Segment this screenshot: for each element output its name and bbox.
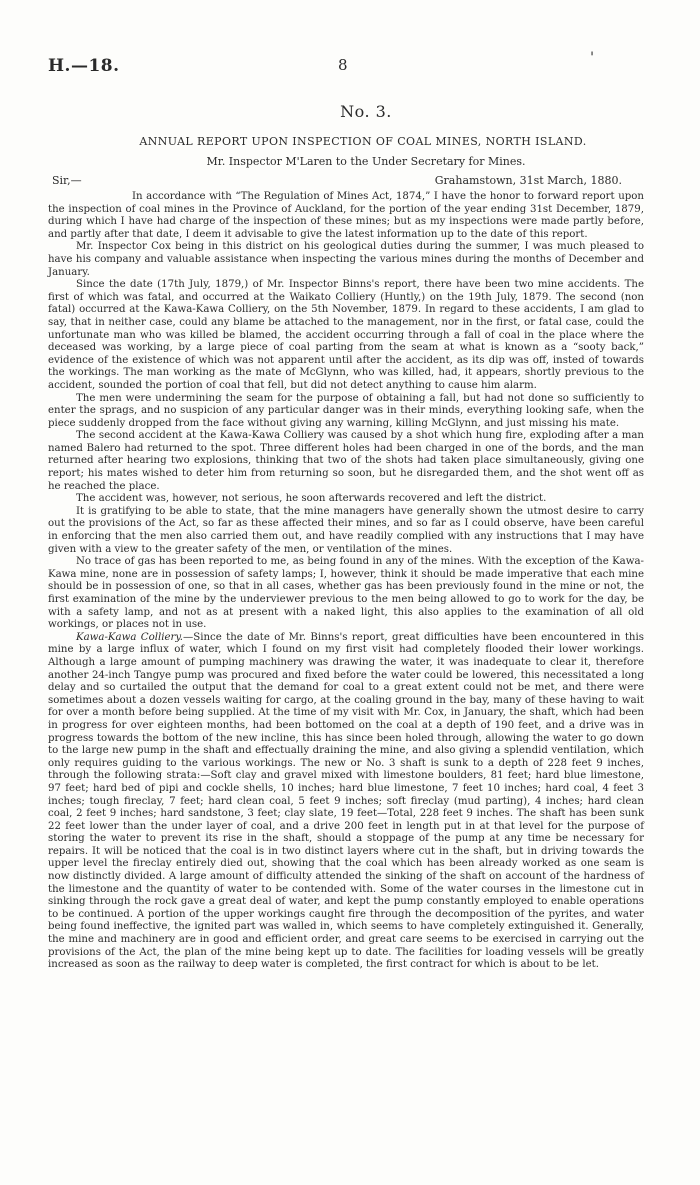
- section-number: No. 3.: [340, 102, 392, 121]
- kawa-kawa-heading: Kawa-Kawa Colliery.: [76, 631, 184, 643]
- report-title: ANNUAL REPORT UPON INSPECTION OF COAL MINES, NORTH ISLAND.: [139, 135, 587, 148]
- paragraph-intro: In accordance with “The Regulation of Mines Act, 1874,” I have the honor to forward report upon the inspection of coal mines in the Province of Auckland, for the portion of the year ending 31st December, 1879, during which I have had charge of the inspection of these mines; but as my inspections were made partly before, and partly after that date, I deem it advisable to give the latest information up to the date of this report.: [48, 191, 644, 240]
- paragraph-inspector-cox: Mr. Inspector Cox being in this district on his geological duties during the summer, I was much pleased to have his company and valuable assistance when inspecting the various mines during the months of December and January.: [48, 241, 644, 278]
- paragraph-accidents: Since the date (17th July, 1879,) of Mr. Inspector Binns's report, there have been two mine accidents. The first of which was fatal, and occurred at the Waikato Colliery (Huntly,) on the 19th July, 1879. The second (non fatal) occurred at the Kawa-Kawa Colliery, on the 5th November, 1879. In regard to these accidents, I am glad to say, that in neither case, could any blame be attached to the management, nor in the first, or fatal case, could the unfortunate man who was killed be blamed, the accident occurring through a fall of coal in the place where the deceased was working, by a large piece of coal parting from the seam at what is known as a “sooty back,” evidence of the existence of which was not apparent until after the accident, as its dip was off, insted of towards the workings. The man working as the mate of McGlynn, who was killed, had, it appears, shortly previous to the accident, sounded the portion of coal that fell, but did not detect anything to cause him alarm.: [48, 279, 644, 391]
- report-body: [48, 191, 644, 972]
- addressee-line: Mr. Inspector M'Laren to the Under Secretary for Mines.: [206, 155, 526, 168]
- paragraph-undermining: The men were undermining the seam for the purpose of obtaining a fall, but had not done so sufficiently to enter the sprags, and no suspicion of any particular danger was in their minds, everything looking safe, when the piece suddenly dropped from the face without giving any warning, killing McGlynn, and just missing his mate.: [48, 392, 644, 429]
- paragraph-second-accident: The second accident at the Kawa-Kawa Colliery was caused by a shot which hung fire, exploding after a man named Balero had returned to the spot. Three different holes had been charged in one of the bords, and the man returned after hearing two explosions, thinking that two of the shots had taken place simultaneously, giving one report; his mates wished to deter him from returning so soon, but he disregarded them, and the shot went off as he reached the place.: [48, 430, 644, 492]
- dateline: [48, 174, 644, 190]
- paragraph-gas: No trace of gas has been reported to me, as being found in any of the mines. With the exception of the Kawa-Kawa mine, none are in possession of safety lamps; I, however, think it should be made imperative that each mine should be in possession of one, so that in all cases, whether gas has been previously found in the mine or not, the first examination of the mine by the underviewer previous to the men being allowed to go to work for the day, be with a safety lamp, and not as at present with a naked light, this also applies to the examination of all old workings, or places not in use.: [48, 556, 644, 631]
- place-date: Grahamstown, 31st March, 1880.: [434, 174, 622, 187]
- page-header: [48, 50, 644, 82]
- paragraph-kawa-kawa: [48, 632, 644, 972]
- paragraph-recovery: The accident was, however, not serious, he soon afterwards recovered and left the district.: [76, 493, 547, 505]
- page-number: 8: [338, 56, 348, 74]
- document-reference: H.—18.: [48, 56, 120, 76]
- salutation: Sir,—: [52, 174, 82, 187]
- corner-mark: ': [590, 50, 594, 66]
- kawa-kawa-text: —Since the date of Mr. Binns's report, great difficulties have been encountered in this mine by a large influx of water, which I found on my first visit had completely flooded their lower workings. Although a large amount of pumping machinery was drawing the water, it was inadequate to clear it, therefore another 24-inch Tangye pump was procured and fixed before the water could be lowered, this necessitated a long delay and so curtailed the output that the demand for coal to a great extent could not be met, and there were sometimes about a dozen vessels waiting for cargo, at the coaling ground in the bay, many of these having to wait for over a month before being supplied. At the time of my visit with Mr. Cox, in January, the shaft, which had been in progress for over eighteen months, had been bottomed on the coal at a depth of 190 feet, and a drive was in progress towards the bottom of the new incline, this has since been holed through, allowing the water to go down to the large new pump in the shaft and effectually draining the mine, and also giving a splendid ventilation, which only requires guiding to the various workings. The new or No. 3 shaft is sunk to a depth of 228 feet 9 inches, through the following strata:—Soft clay and gravel mixed with limestone boulders, 81 feet; hard blue limestone, 97 feet; hard bed of pipi and cockle shells, 10 inches; hard blue limestone, 7 feet 10 inches; hard coal, 4 feet 3 inches; tough fireclay, 7 feet; hard clean coal, 5 feet 9 inches; soft fireclay (mud parting), 4 inches; hard clean coal, 2 feet 9 inches; hard sandstone, 3 feet; clay slate, 19 feet—Total, 228 feet 9 inches. The shaft has been sunk 22 feet lower than the under layer of coal, and a drive 200 feet in length put in at that level for the purpose of storing the water to prevent its rise in the shaft, should a stoppage of the pump at any time be necessary for repairs. It will be noticed that the coal is in two distinct layers where cut in the shaft, but in driving towards the upper level the fireclay entirely died out, showing that the coal which has been already worked as one seam is now distinctly divided. A large amount of difficulty attended the sinking of the shaft on account of the hardness of the limestone and the quantity of water to be contended with. Some of the water courses in the limestone cut in sinking through the rock gave a great deal of water, and kept the pump constantly employed to enable operations to be continued. A portion of the upper workings caught fire through the decomposition of the pyrites, and water being found ineffective, the ignited part was walled in, which seems to have completely extinguished it. Generally, the mine and machinery are in good and efficient order, and great care seems to be exercised in carrying out the provisions of the Act, the plan of the mine being kept up to date. The facilities for loading vessels will be greatly increased as soon as the railway to deep water is completed, the first contract for which is about to be let.: [48, 631, 644, 971]
- paragraph-managers: It is gratifying to be able to state, that the mine managers have generally shown the utmost desire to carry out the provisions of the Act, so far as these affected their mines, and so far as I could observe, have been careful in enforcing that the men also carried them out, and have readily complied with any instructions that I may have given with a view to the greater safety of the men, or ventilation of the mines.: [48, 505, 644, 555]
